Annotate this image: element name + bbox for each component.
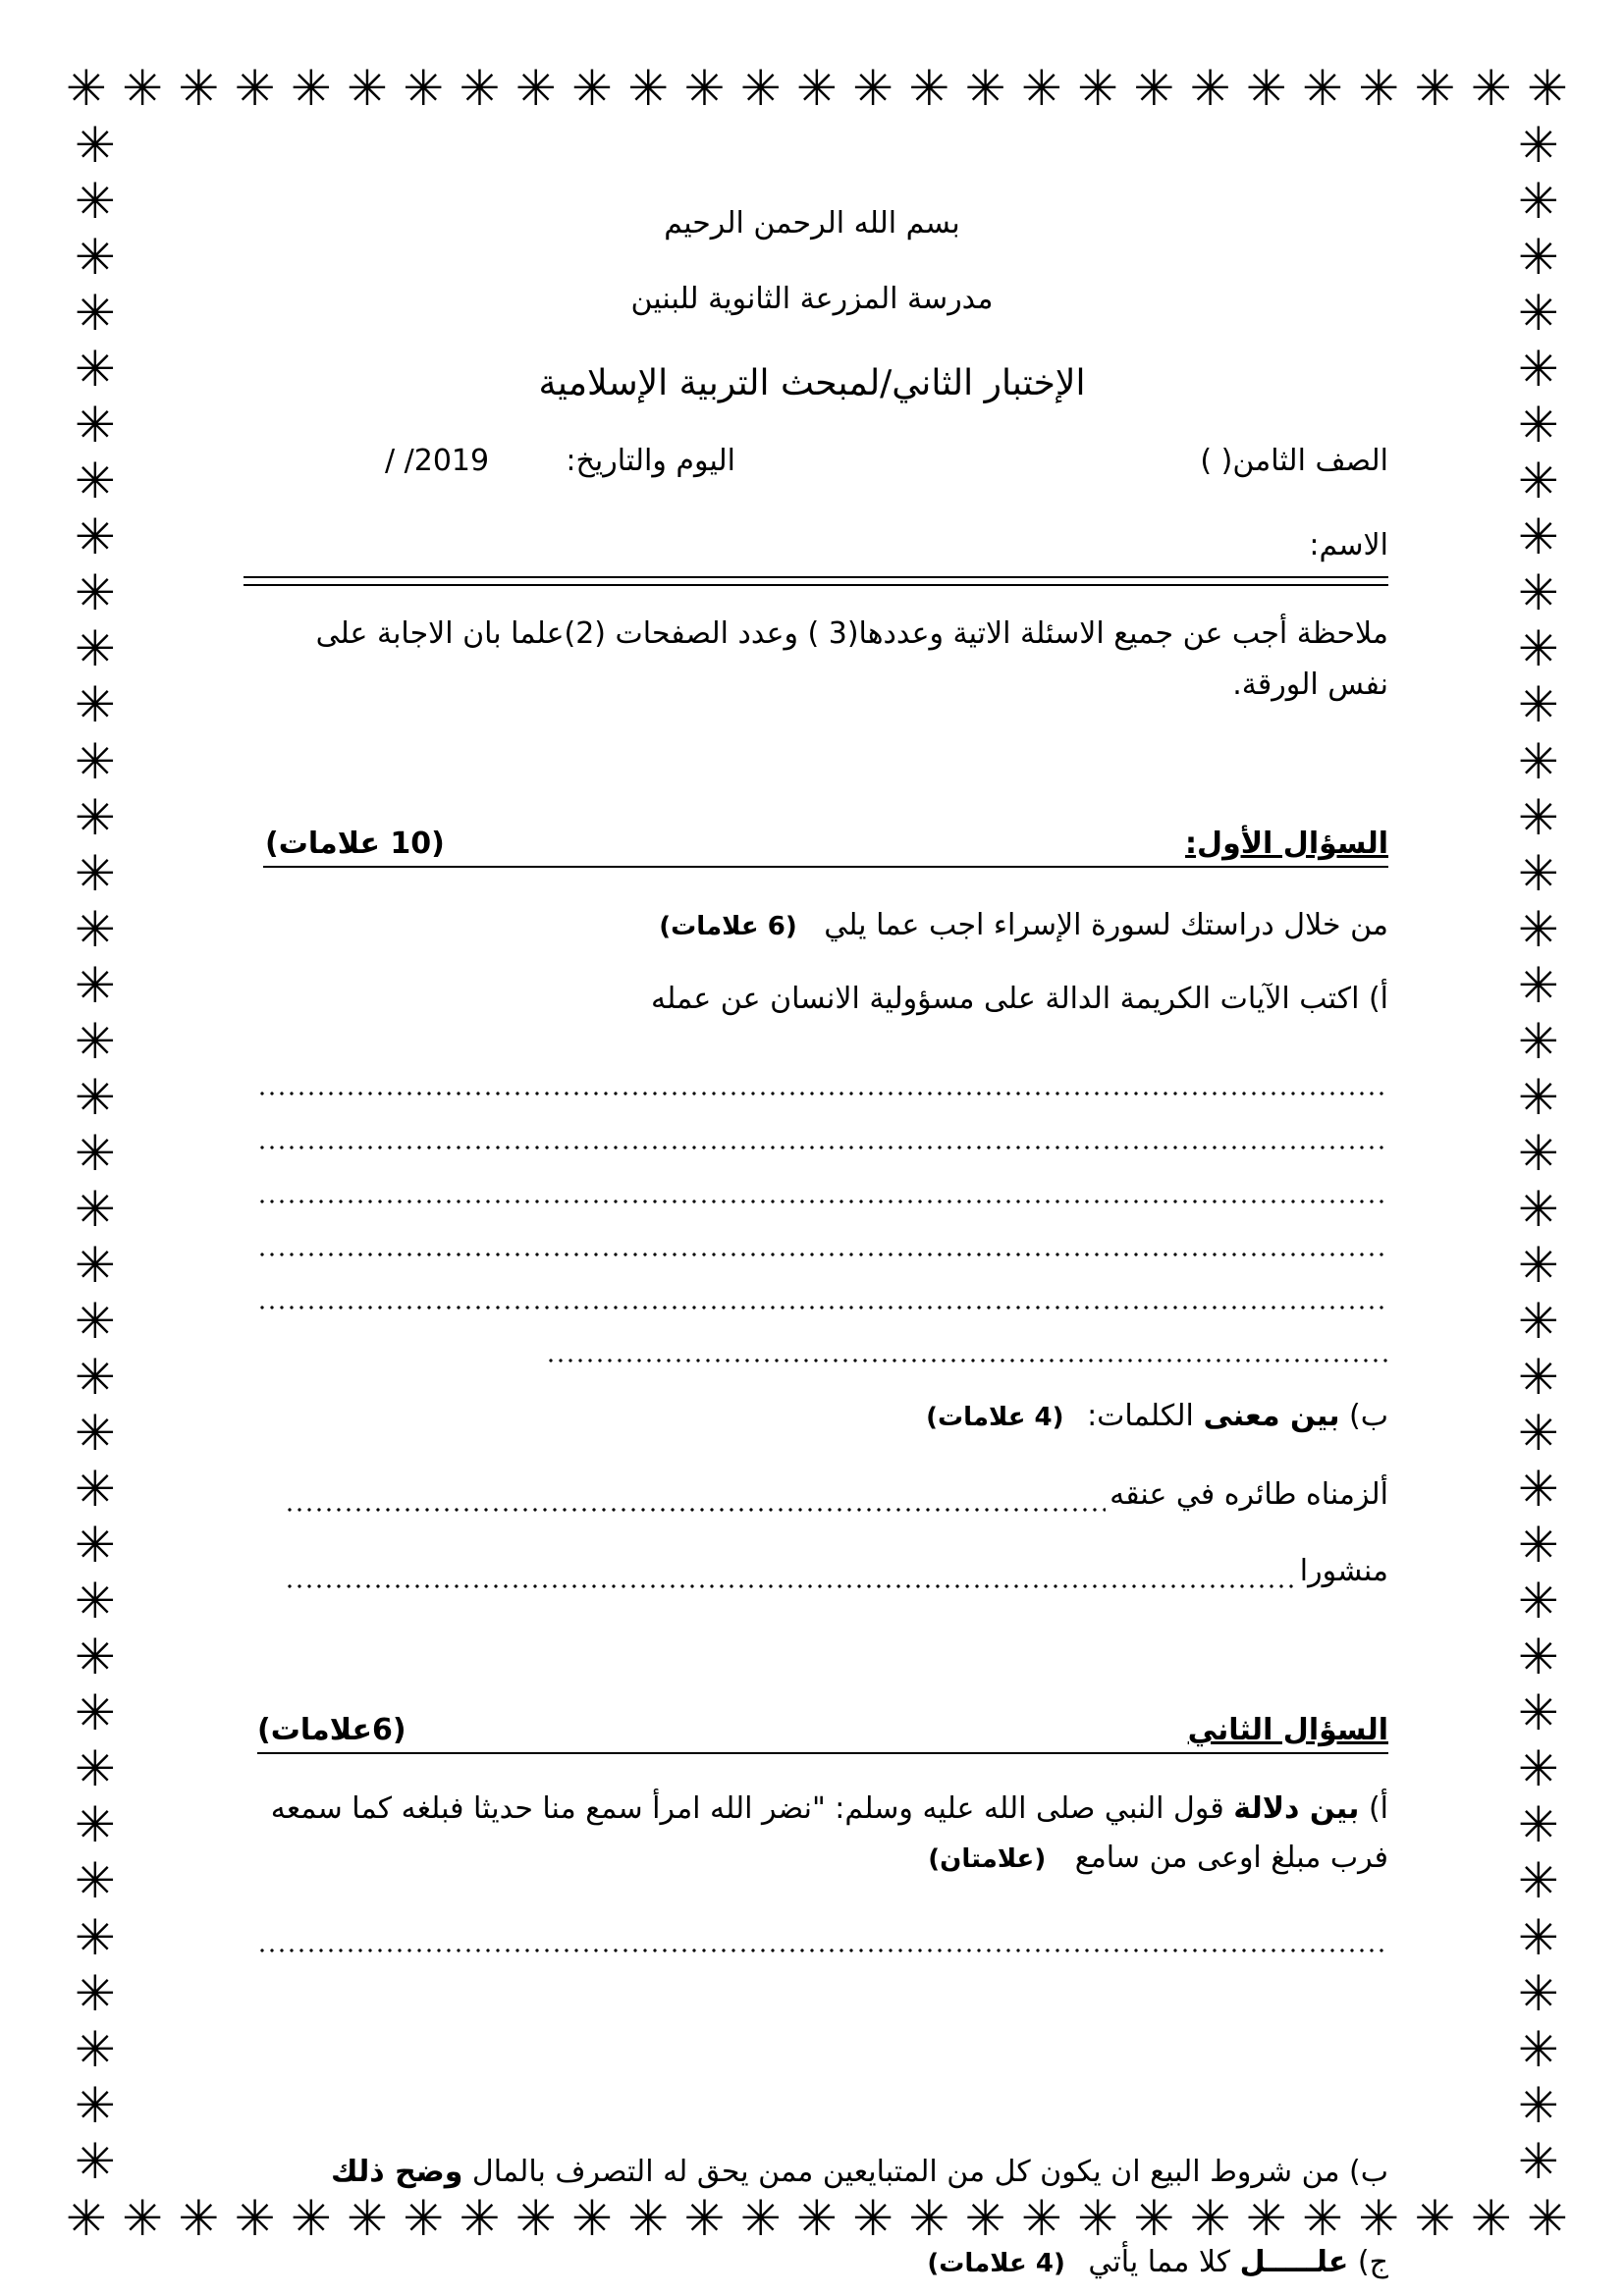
border-star-icon: ✳ — [75, 2076, 116, 2134]
border-star-icon: ✳ — [1518, 1796, 1559, 1854]
border-star-icon: ✳ — [75, 1964, 116, 2022]
border-star-icon: ✳ — [1518, 397, 1559, 454]
border-star-icon: ✳ — [1518, 1349, 1559, 1407]
question-2-underline — [257, 1752, 1388, 1754]
border-star-icon: ✳ — [852, 2190, 894, 2247]
answer-line — [257, 1253, 1388, 1256]
border-star-icon: ✳ — [75, 1908, 116, 1966]
border-star-icon: ✳ — [66, 2190, 107, 2247]
border-star-icon: ✳ — [1518, 229, 1559, 287]
border-top — [66, 59, 1568, 118]
border-star-icon: ✳ — [75, 1684, 116, 1742]
border-star-icon: ✳ — [1245, 60, 1287, 117]
border-star-icon: ✳ — [1518, 2020, 1559, 2078]
border-star-icon: ✳ — [75, 1629, 116, 1686]
border-star-icon: ✳ — [1470, 60, 1512, 117]
border-star-icon: ✳ — [739, 2190, 782, 2247]
border-left — [66, 118, 125, 2189]
border-star-icon: ✳ — [75, 453, 116, 510]
border-star-icon: ✳ — [571, 2190, 614, 2247]
border-star-icon: ✳ — [1518, 564, 1559, 622]
border-star-icon: ✳ — [459, 2190, 501, 2247]
border-star-icon: ✳ — [403, 60, 445, 117]
border-star-icon: ✳ — [1527, 2190, 1568, 2247]
date-value: / /2019 — [385, 444, 490, 478]
answer-line — [257, 1949, 1388, 1952]
border-star-icon: ✳ — [122, 2190, 164, 2247]
answer-line — [257, 1146, 1388, 1149]
border-star-icon: ✳ — [75, 620, 116, 678]
border-star-icon: ✳ — [796, 2190, 838, 2247]
border-star-icon: ✳ — [1518, 1405, 1559, 1463]
border-star-icon: ✳ — [1518, 1068, 1559, 1126]
border-star-icon: ✳ — [403, 2190, 445, 2247]
border-star-icon: ✳ — [908, 60, 950, 117]
border-star-icon: ✳ — [964, 60, 1006, 117]
border-star-icon: ✳ — [1518, 1684, 1559, 1742]
border-star-icon: ✳ — [908, 2190, 950, 2247]
border-star-icon: ✳ — [459, 60, 501, 117]
border-star-icon: ✳ — [1189, 2190, 1231, 2247]
border-star-icon: ✳ — [178, 2190, 220, 2247]
exam-title: الإختبار الثاني/لمبحث التربية الإسلامية — [538, 363, 1086, 403]
border-star-icon: ✳ — [1414, 2190, 1456, 2247]
border-star-icon: ✳ — [1518, 508, 1559, 566]
border-star-icon: ✳ — [75, 1796, 116, 1854]
border-star-icon: ✳ — [1470, 2190, 1512, 2247]
border-star-icon: ✳ — [75, 564, 116, 622]
question-2-marks: (6علامات) — [257, 1713, 406, 1747]
border-star-icon: ✳ — [234, 2190, 276, 2247]
border-star-icon: ✳ — [1518, 844, 1559, 902]
border-star-icon: ✳ — [1020, 60, 1062, 117]
border-star-icon: ✳ — [75, 2132, 116, 2190]
question-2-part-c-marks: (4 علامات) — [927, 2249, 1065, 2278]
border-star-icon: ✳ — [178, 60, 220, 117]
answer-line — [257, 1200, 1388, 1203]
border-star-icon: ✳ — [683, 60, 726, 117]
grade-field: الصف الثامن( ) — [1200, 444, 1388, 478]
border-star-icon: ✳ — [1302, 2190, 1344, 2247]
border-star-icon: ✳ — [75, 508, 116, 566]
vocab-word-1: ألزمناه طائره في عنقه — [1110, 1477, 1388, 1512]
border-star-icon: ✳ — [75, 1852, 116, 1910]
border-star-icon: ✳ — [1518, 1236, 1559, 1294]
border-star-icon: ✳ — [66, 60, 107, 117]
border-star-icon: ✳ — [571, 60, 614, 117]
border-star-icon: ✳ — [75, 1012, 116, 1070]
border-star-icon: ✳ — [75, 1740, 116, 1798]
border-star-icon: ✳ — [75, 1517, 116, 1575]
answer-line — [257, 1306, 1388, 1309]
border-star-icon: ✳ — [75, 1236, 116, 1294]
question-2-part-c: ج) علـــــل كلا مما يأتي (4 علامات) — [927, 2245, 1388, 2279]
border-star-icon: ✳ — [1518, 1292, 1559, 1350]
border-star-icon: ✳ — [1518, 1461, 1559, 1519]
border-star-icon: ✳ — [1518, 788, 1559, 846]
question-1-underline — [263, 866, 1388, 868]
answer-line — [285, 1584, 1296, 1588]
border-star-icon: ✳ — [514, 60, 557, 117]
border-star-icon: ✳ — [75, 229, 116, 287]
border-star-icon: ✳ — [627, 2190, 670, 2247]
border-star-icon: ✳ — [1518, 2132, 1559, 2190]
border-star-icon: ✳ — [1518, 1180, 1559, 1238]
answer-line — [285, 1508, 1106, 1512]
border-star-icon: ✳ — [796, 60, 838, 117]
border-bottom — [66, 2189, 1568, 2248]
border-star-icon: ✳ — [234, 60, 276, 117]
border-star-icon: ✳ — [75, 2020, 116, 2078]
basmala: بسم الله الرحمن الرحيم — [664, 206, 960, 240]
border-right — [1509, 118, 1568, 2189]
border-star-icon: ✳ — [1518, 1124, 1559, 1182]
border-star-icon: ✳ — [1518, 1964, 1559, 2022]
border-star-icon: ✳ — [75, 1124, 116, 1182]
border-star-icon: ✳ — [1133, 60, 1175, 117]
border-star-icon: ✳ — [1358, 60, 1400, 117]
border-star-icon: ✳ — [1077, 2190, 1119, 2247]
border-star-icon: ✳ — [75, 117, 116, 174]
question-2-part-a-line-2: فرب مبلغ اوعى من سامع (علامتان) — [928, 1841, 1388, 1875]
border-star-icon: ✳ — [122, 60, 164, 117]
note-line-1: ملاحظة أجب عن جميع الاسئلة الاتية وعددها(3 ) وعدد الصفحات (2)علما بان الاجابة على — [315, 616, 1388, 651]
name-label: الاسم: — [1309, 528, 1388, 562]
question-1-part-b-marks: (4 علامات) — [926, 1403, 1064, 1432]
border-star-icon: ✳ — [75, 285, 116, 343]
border-star-icon: ✳ — [75, 844, 116, 902]
border-star-icon: ✳ — [1518, 117, 1559, 174]
border-star-icon: ✳ — [1518, 1573, 1559, 1630]
header-divider-top — [244, 576, 1388, 578]
border-star-icon: ✳ — [1077, 60, 1119, 117]
border-star-icon: ✳ — [964, 2190, 1006, 2247]
question-1-intro: من خلال دراستك لسورة الإسراء اجب عما يلي (6 علامات) — [659, 908, 1388, 942]
border-star-icon: ✳ — [1518, 900, 1559, 958]
border-star-icon: ✳ — [75, 1292, 116, 1350]
border-star-icon: ✳ — [1518, 1852, 1559, 1910]
question-2-part-a-marks: (علامتان) — [928, 1844, 1047, 1874]
answer-line — [257, 1092, 1388, 1095]
note-line-2: نفس الورقة. — [1232, 667, 1388, 702]
border-star-icon: ✳ — [1518, 1740, 1559, 1798]
question-1-intro-marks: (6 علامات) — [659, 912, 797, 941]
border-star-icon: ✳ — [75, 1573, 116, 1630]
border-star-icon: ✳ — [75, 341, 116, 399]
border-star-icon: ✳ — [75, 1068, 116, 1126]
border-star-icon: ✳ — [627, 60, 670, 117]
question-1-part-a: أ) اكتب الآيات الكريمة الدالة على مسؤولية الانسان عن عمله — [651, 982, 1388, 1016]
border-star-icon: ✳ — [75, 1180, 116, 1238]
question-1-title: السؤال الأول: — [1185, 827, 1388, 861]
border-star-icon: ✳ — [75, 1349, 116, 1407]
border-star-icon: ✳ — [1189, 60, 1231, 117]
border-star-icon: ✳ — [739, 60, 782, 117]
border-star-icon: ✳ — [1302, 60, 1344, 117]
border-star-icon: ✳ — [1518, 956, 1559, 1014]
border-star-icon: ✳ — [1518, 1012, 1559, 1070]
date-label: اليوم والتاريخ: — [566, 444, 735, 478]
border-star-icon: ✳ — [1133, 2190, 1175, 2247]
border-star-icon: ✳ — [1020, 2190, 1062, 2247]
border-star-icon: ✳ — [683, 2190, 726, 2247]
question-1-marks: (10 علامات) — [265, 827, 445, 861]
border-star-icon: ✳ — [1518, 341, 1559, 399]
border-star-icon: ✳ — [1518, 620, 1559, 678]
border-star-icon: ✳ — [75, 788, 116, 846]
border-star-icon: ✳ — [75, 173, 116, 231]
border-star-icon: ✳ — [1518, 1517, 1559, 1575]
border-star-icon: ✳ — [1518, 453, 1559, 510]
border-star-icon: ✳ — [1414, 60, 1456, 117]
question-2-part-a: أ) بين دلالة قول النبي صلى الله عليه وسلم: "نضر الله امرأ سمع منا حديثا فبلغه كما سمعه — [270, 1791, 1388, 1826]
border-star-icon: ✳ — [1518, 732, 1559, 790]
border-star-icon: ✳ — [852, 60, 894, 117]
border-star-icon: ✳ — [347, 60, 389, 117]
border-star-icon: ✳ — [75, 1405, 116, 1463]
vocab-word-2: منشورا — [1299, 1554, 1388, 1588]
border-star-icon: ✳ — [514, 2190, 557, 2247]
header-divider-bottom — [244, 584, 1388, 586]
border-star-icon: ✳ — [1245, 2190, 1287, 2247]
border-star-icon: ✳ — [1527, 60, 1568, 117]
border-star-icon: ✳ — [1518, 2076, 1559, 2134]
question-1-part-b: ب) بين معنى الكلمات: (4 علامات) — [926, 1399, 1388, 1433]
border-star-icon: ✳ — [75, 676, 116, 734]
border-star-icon: ✳ — [75, 732, 116, 790]
question-2-title: السؤال الثاني — [1187, 1713, 1388, 1747]
question-2-part-b: ب) من شروط البيع ان يكون كل من المتبايعين ممن يحق له التصرف بالمال وضح ذلك — [331, 2155, 1388, 2189]
border-star-icon: ✳ — [1518, 676, 1559, 734]
border-star-icon: ✳ — [1518, 1629, 1559, 1686]
border-star-icon: ✳ — [347, 2190, 389, 2247]
border-star-icon: ✳ — [75, 1461, 116, 1519]
border-star-icon: ✳ — [1518, 1908, 1559, 1966]
border-star-icon: ✳ — [75, 397, 116, 454]
border-star-icon: ✳ — [1358, 2190, 1400, 2247]
school-name: مدرسة المزرعة الثانوية للبنين — [630, 282, 994, 316]
border-star-icon: ✳ — [290, 60, 332, 117]
answer-line — [546, 1359, 1388, 1362]
border-star-icon: ✳ — [1518, 173, 1559, 231]
border-star-icon: ✳ — [1518, 285, 1559, 343]
border-star-icon: ✳ — [75, 900, 116, 958]
border-star-icon: ✳ — [75, 956, 116, 1014]
border-star-icon: ✳ — [290, 2190, 332, 2247]
